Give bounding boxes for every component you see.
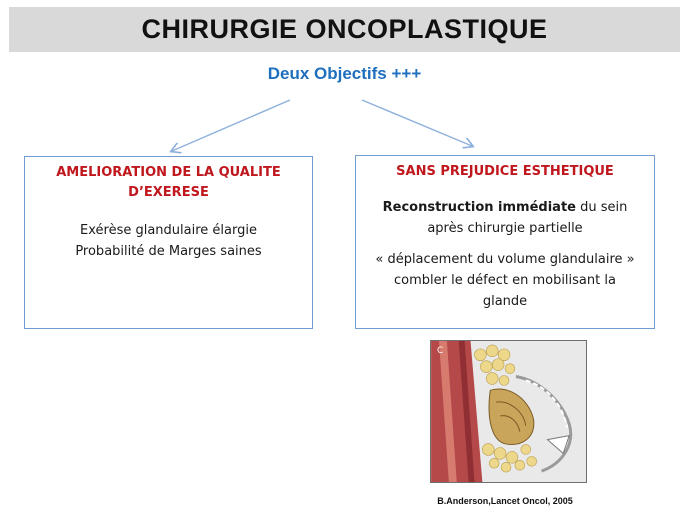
right-p2-line2: combler le défect en mobilisant la bbox=[394, 273, 616, 288]
panel-letter: C bbox=[437, 345, 444, 356]
left-line-2: Probabilité de Marges saines bbox=[75, 244, 262, 259]
right-p1-line2: après chirurgie partielle bbox=[427, 221, 583, 236]
right-box-title: SANS PREJUDICE ESTHETIQUE bbox=[396, 164, 614, 179]
illustration-svg bbox=[431, 341, 586, 482]
figure-caption: B.Anderson,Lancet Oncol, 2005 bbox=[437, 496, 573, 506]
arrow-left bbox=[172, 100, 290, 151]
right-p1-rest: du sein bbox=[575, 200, 628, 215]
left-box-title bbox=[25, 163, 312, 203]
slide-title: CHIRURGIE ONCOPLASTIQUE bbox=[141, 14, 548, 44]
breast-surgery-illustration bbox=[430, 340, 587, 483]
right-p1-bold: Reconstruction immédiate bbox=[382, 200, 576, 215]
left-title-line1: AMELIORATION DE LA QUALITE bbox=[56, 165, 281, 180]
objective-box-right bbox=[355, 155, 655, 329]
objective-box-left bbox=[24, 156, 313, 329]
right-p1-line1 bbox=[366, 197, 644, 218]
left-line-1: Exérèse glandulaire élargie bbox=[80, 223, 257, 238]
subtitle: Deux Objectifs +++ bbox=[267, 64, 422, 83]
left-title-line2: D’EXERESE bbox=[128, 185, 209, 200]
right-p2-line1: « déplacement du volume glandulaire » bbox=[375, 252, 635, 267]
arrow-right bbox=[362, 100, 472, 146]
right-p2-line3: glande bbox=[482, 294, 528, 309]
